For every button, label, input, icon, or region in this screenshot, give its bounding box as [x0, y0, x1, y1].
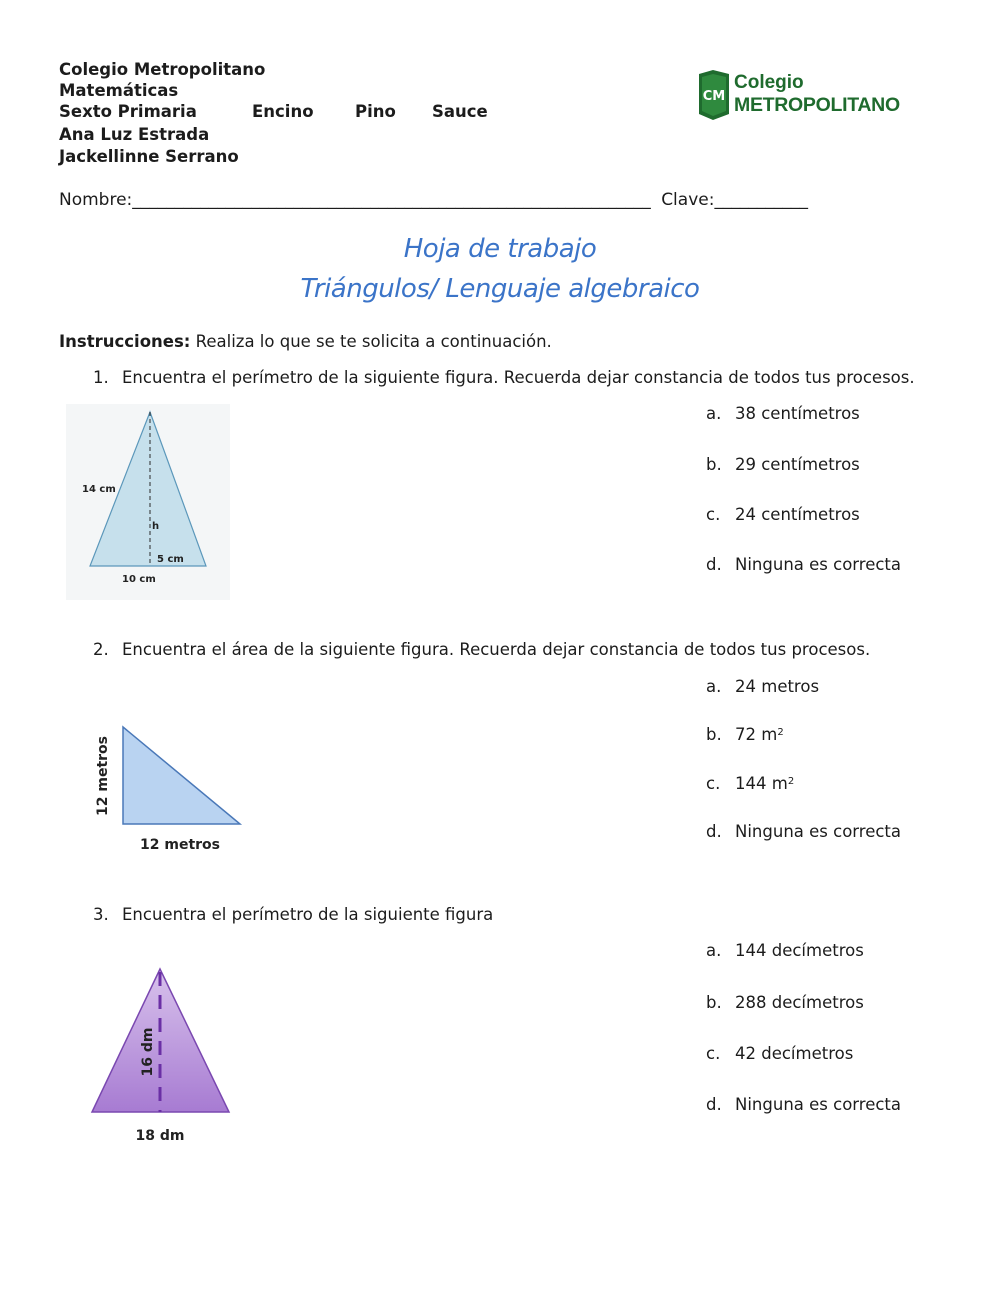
q2-option-b[interactable]: b. 72 $m^2$ — [706, 725, 784, 744]
q1-option-c[interactable]: c. 24 centímetros — [706, 505, 860, 524]
question-text: Encuentra el perímetro de la siguiente figura — [122, 905, 494, 924]
section-encino: Encino — [252, 102, 314, 121]
instructions-text: Realiza lo que se te solicita a continuación. — [190, 332, 552, 351]
logo-line-2: METROPOLITANO — [734, 94, 900, 116]
worksheet-subtitle: Triángulos/ Lenguaje algebraico — [300, 274, 700, 304]
height-label: 16 dm — [140, 1027, 156, 1077]
section-sauce: Sauce — [432, 102, 488, 121]
q1-option-a[interactable]: a. 38 centímetros — [706, 404, 860, 423]
question-text: Encuentra el área de la siguiente figura. Recuerda dejar constancia de todos tus procesos. — [122, 640, 871, 659]
q2-option-c[interactable]: c. 144 $m^2$ — [706, 774, 795, 793]
base-label: 18 dm — [135, 1128, 185, 1144]
q3-option-b[interactable]: b. 288 decímetros — [706, 993, 864, 1012]
q3-option-d[interactable]: d. Ninguna es correcta — [706, 1095, 902, 1114]
grade-label: Sexto Primaria — [59, 102, 197, 121]
base-label: 10 cm — [122, 574, 156, 585]
q1-option-b[interactable]: b. 29 centímetros — [706, 455, 860, 474]
logo-mark: CM — [702, 89, 726, 104]
logo-line-1: Colegio — [734, 72, 804, 93]
triangle-shape — [123, 727, 240, 824]
question-text: Encuentra el perímetro de la siguiente figura. Recuerda dejar constancia de todos tus procesos. — [122, 368, 915, 387]
instructions — [59, 332, 552, 351]
question-number: 2. — [93, 640, 109, 659]
height-label: h — [152, 521, 160, 532]
q3-option-a[interactable]: a. 144 decímetros — [706, 941, 864, 960]
figure-2-right-triangle — [86, 720, 256, 860]
question-number: 3. — [93, 905, 109, 924]
teacher-1: Ana Luz Estrada — [59, 125, 210, 144]
height-label: 12 metros — [95, 736, 111, 816]
question-2 — [93, 640, 870, 659]
school-logo — [697, 68, 900, 122]
q3-option-c[interactable]: c. 42 decímetros — [706, 1044, 854, 1063]
side-label: 14 cm — [82, 484, 116, 495]
name-line — [59, 190, 808, 210]
question-3 — [93, 905, 493, 924]
school-name: Colegio Metropolitano — [59, 60, 266, 79]
half-base-label: 5 cm — [157, 554, 184, 565]
teacher-2: Jackellinne Serrano — [59, 147, 239, 166]
subject-name: Matemáticas — [59, 81, 179, 100]
section-pino: Pino — [355, 102, 396, 121]
clave-field[interactable]: Clave:___________ — [661, 190, 808, 210]
question-1 — [93, 368, 915, 387]
figure-1-isosceles-triangle — [66, 404, 230, 600]
q1-option-d[interactable]: d. Ninguna es correcta — [706, 555, 902, 574]
base-label: 12 metros — [140, 837, 220, 853]
worksheet-title: Hoja de trabajo — [403, 234, 597, 264]
logo-book-icon — [697, 68, 731, 122]
instructions-label: Instrucciones: — [59, 332, 191, 351]
nombre-field[interactable]: Nombre:_____________________________________________________________ — [59, 190, 651, 210]
figure-3-isosceles-triangle — [86, 962, 242, 1152]
q2-option-d[interactable]: d. Ninguna es correcta — [706, 822, 902, 841]
q2-option-a[interactable]: a. 24 metros — [706, 677, 820, 696]
question-number: 1. — [93, 368, 109, 387]
